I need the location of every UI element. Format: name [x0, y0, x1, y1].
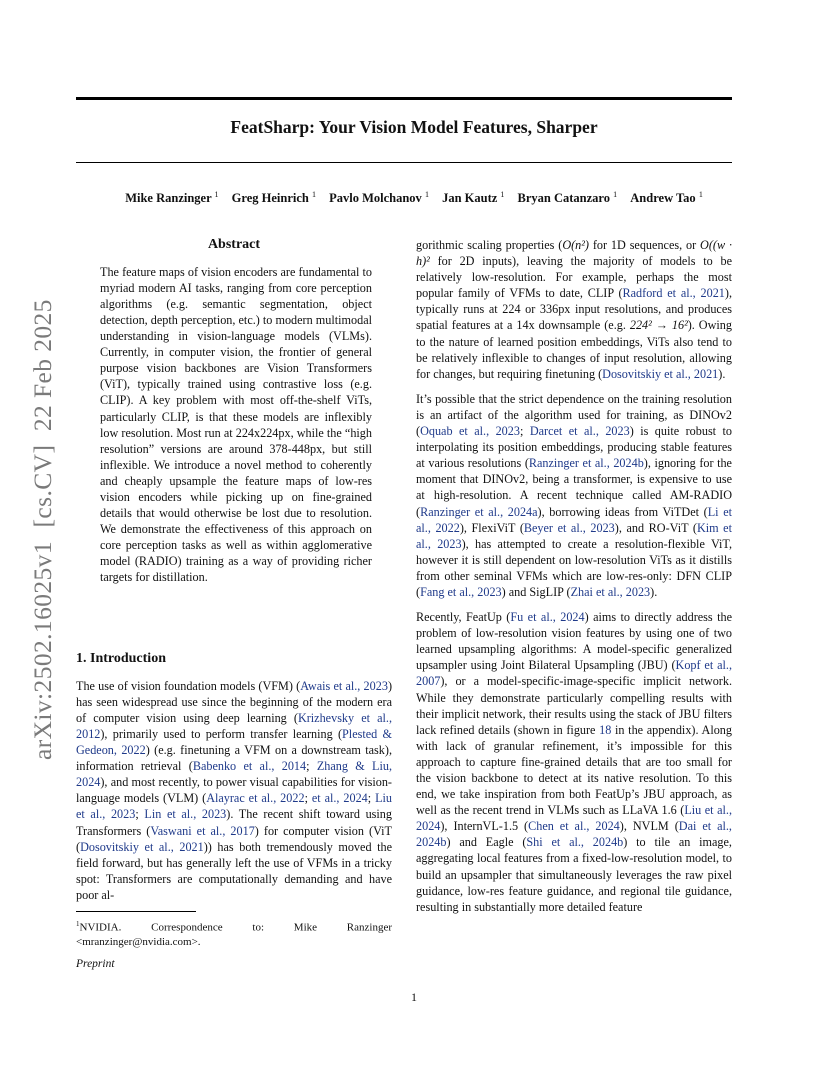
citation-link[interactable]: Plested & Gedeon, 2022: [76, 726, 392, 758]
left-column: [76, 237, 392, 586]
citation-link[interactable]: Krizhevsky et al., 2012: [76, 710, 392, 741]
author: Jan Kautz $^1$: [442, 190, 505, 206]
preprint-label: Preprint: [76, 958, 115, 970]
citation-link[interactable]: Beyer et al., 2023: [523, 520, 615, 535]
author: Andrew Tao $^1$: [630, 190, 703, 206]
abstract-heading: Abstract: [207, 237, 261, 252]
citation-link[interactable]: Ranzinger et al., 2024a: [420, 504, 538, 519]
intro-paragraph: The use of vision foundation models (VFM) (Awais et al., 2023) has seen widespread use since the beginning of the modern era of computer vision using deep learning (Krizhevsky et al., 2012), primarily used to perform transfer learning (Plested & Gedeon, 2022) (e.g. finetuning a VFM on a downstream task), information retrieval (Babenko et al., 2014; Zhang & Liu, 2024), and most recently, to power visual capabilities for vision-language models (VLM) (Alayrac et al., 2022; et al., 2024; Liu et al., 2023; Lin et al., 2023). The recent shift toward using Transformers (Vaswani et al., 2017) for computer vision (ViT (Dosovitskiy et al., 2021)) has both tremendously moved the field forward, but has generally left the use of VFMs in a tricky spot: Transformers are computationally demanding and have poor al-: [76, 678, 393, 902]
author: Pavlo Molchanov $^1$: [329, 190, 429, 206]
citation-link[interactable]: Vaswani et al., 2017: [150, 823, 255, 838]
citation-link[interactable]: Oquab et al., 2023: [420, 424, 520, 439]
page-number: 1: [411, 990, 417, 1004]
citation-link[interactable]: Darcet et al., 2023: [529, 424, 630, 439]
citation-link[interactable]: Babenko et al., 2014: [192, 759, 307, 774]
citation-link[interactable]: Dosovitskiy et al., 2021: [602, 366, 719, 381]
author: Bryan Catanzaro $^1$: [517, 190, 618, 206]
citation-link[interactable]: Zhang & Liu, 2024: [76, 759, 393, 790]
title-rule: [76, 162, 732, 163]
citation-link[interactable]: Shi et al., 2024b: [526, 835, 624, 850]
arxiv-identifier: arXiv:2502.16025v1 [cs.CV] 22 Feb 2025: [28, 299, 57, 760]
citation-link[interactable]: Fang et al., 2023: [420, 584, 502, 599]
author: Greg Heinrich $^1$: [231, 190, 316, 206]
section-heading-introduction: 1. Introduction: [76, 651, 166, 666]
intro-paragraph: gorithmic scaling properties (O(n²) for 1D sequences, or O((w · h)² for 2D inputs), leaving the majority of models to be relatively low-resolution. For example, perhaps the most popular family of VFMs to date, CLIP (Radford et al., 2021), typically runs at 224 or 336px input resolutions, and produces spatial features at a 14x downsample (e.g. 224² → 16²). Owing to the nature of learned position embeddings, ViTs also tend to be relatively inflexible to changes of input resolution, allowing for changes, but requiring finetuning (Dosovitskiy et al., 2021).: [416, 238, 732, 381]
citation-link[interactable]: Dai et al., 2024b: [416, 819, 732, 850]
citation-link[interactable]: et al., 2024: [311, 791, 368, 806]
figure-reference-link[interactable]: 18: [599, 722, 612, 737]
footnote: $^1$NVIDIA. Correspondence to: Mike Ranzinger <mranzinger@nvidia.com>.: [76, 920, 392, 948]
citation-link[interactable]: Chen et al., 2024: [528, 819, 620, 834]
citation-link[interactable]: Kopf et al., 2007: [416, 658, 732, 689]
author-list: [0, 190, 828, 206]
intro-paragraph: It’s possible that the strict dependence on the training resolution is an artifact of the algorithm used for training, as DINOv2 (Oquab et al., 2023; Darcet et al., 2023) is quite robust to interpolating its position embeddings, producing stable features at various resolutions (Ranzinger et al., 2024b), ignoring for the moment that DINOv2, being a transformer, is expensive to use at high-resolution. A recent technique called AM-RADIO (Ranzinger et al., 2024a), borrowing ideas from ViTDet (Li et al., 2022), FlexiViT (Beyer et al., 2023), and RO-ViT (Kim et al., 2023), has attempted to create a resolution-flexible ViT, however it is still dependent on low-resolution ViTs as it distills from other seminal VFMs which are low-res-only: DFN CLIP (Fang et al., 2023) and SigLIP (Zhai et al., 2023).: [416, 391, 732, 599]
footnote-rule: [76, 911, 196, 912]
citation-link[interactable]: Ranzinger et al., 2024b: [528, 456, 644, 471]
abstract-body: The feature maps of vision encoders are fundamental to myriad modern AI tasks, ranging from core perception algorithms (e.g. semantic segmentation, object detection, depth perception, etc.) to modern multimodal understanding in vision-language models (VLMs). Currently, in computer vision, the frontier of general purpose vision backbones are Vision Transformers (ViT), typically trained using contrastive loss (e.g. CLIP). A key problem with most off-the-shelf ViTs, particularly CLIP, is that these models are inflexibly low resolution. Most run at 224x224px, while the “high resolution” versions are around 378-448px, but still inflexible. We introduce a novel method to coherently and cheaply upsample the feature maps of low-res vision encoders while picking up on fine-grained details that would otherwise be lost due to resolution. We demonstrate the effectiveness of this approach on core perception tasks as well as within agglomerative model (RADIO) training as a way of providing richer targets for distillation.: [100, 264, 372, 585]
citation-link[interactable]: Liu et al., 2024: [416, 803, 733, 834]
citation-link[interactable]: Zhai et al., 2023: [570, 584, 651, 599]
citation-link[interactable]: Liu et al., 2023: [76, 791, 393, 822]
intro-column: [76, 651, 392, 903]
top-rule: [76, 97, 732, 100]
citation-link[interactable]: Dosovitskiy et al., 2021: [80, 839, 204, 854]
citation-link[interactable]: Alayrac et al., 2022: [206, 791, 305, 806]
citation-link[interactable]: Fu et al., 2024: [510, 610, 585, 625]
citation-link[interactable]: Awais et al., 2023: [300, 678, 388, 693]
citation-link[interactable]: Li et al., 2022: [416, 504, 732, 535]
author: Mike Ranzinger $^1$: [125, 190, 219, 206]
paper-title: FeatSharp: Your Vision Model Features, Sharper: [230, 117, 598, 137]
citation-link[interactable]: Kim et al., 2023: [416, 520, 732, 551]
right-column: [416, 237, 732, 915]
citation-link[interactable]: Lin et al., 2023: [144, 807, 227, 822]
citation-link[interactable]: Radford et al., 2021: [622, 286, 725, 301]
intro-paragraph: Recently, FeatUp (Fu et al., 2024) aims to directly address the problem of low-resolution vision features by using one of two learned upsampling algorithms: A model-specific generalized upsampler using Joint Bilateral Upsampling (JBU) (Kopf et al., 2007), or a model-specific-image-specific implicit network. While they demonstrate particularly compelling results with their implicit network, their results using the stack of JBU filters lack refined details (shown in figure 18 in the appendix). Along with lack of granular refinement, it’s impossible for this approach to capture fine-grained details that are too small for the vision backbone to detect at its native resolution. To this end, we take inspiration from both FeatUp’s JBU approach, as well as the recent trend in VLMs such as LLaVA 1.6 (Liu et al., 2024), InternVL-1.5 (Chen et al., 2024), NVLM (Dai et al., 2024b) and Eagle (Shi et al., 2024b) to tile an image, aggregating local features from a fixed-low-resolution model, to build an upsampler that simultaneously leverages the raw pixel guidance, low-res feature guidance, and regional tile guidance, resulting in substantially more detailed feature: [416, 610, 733, 914]
